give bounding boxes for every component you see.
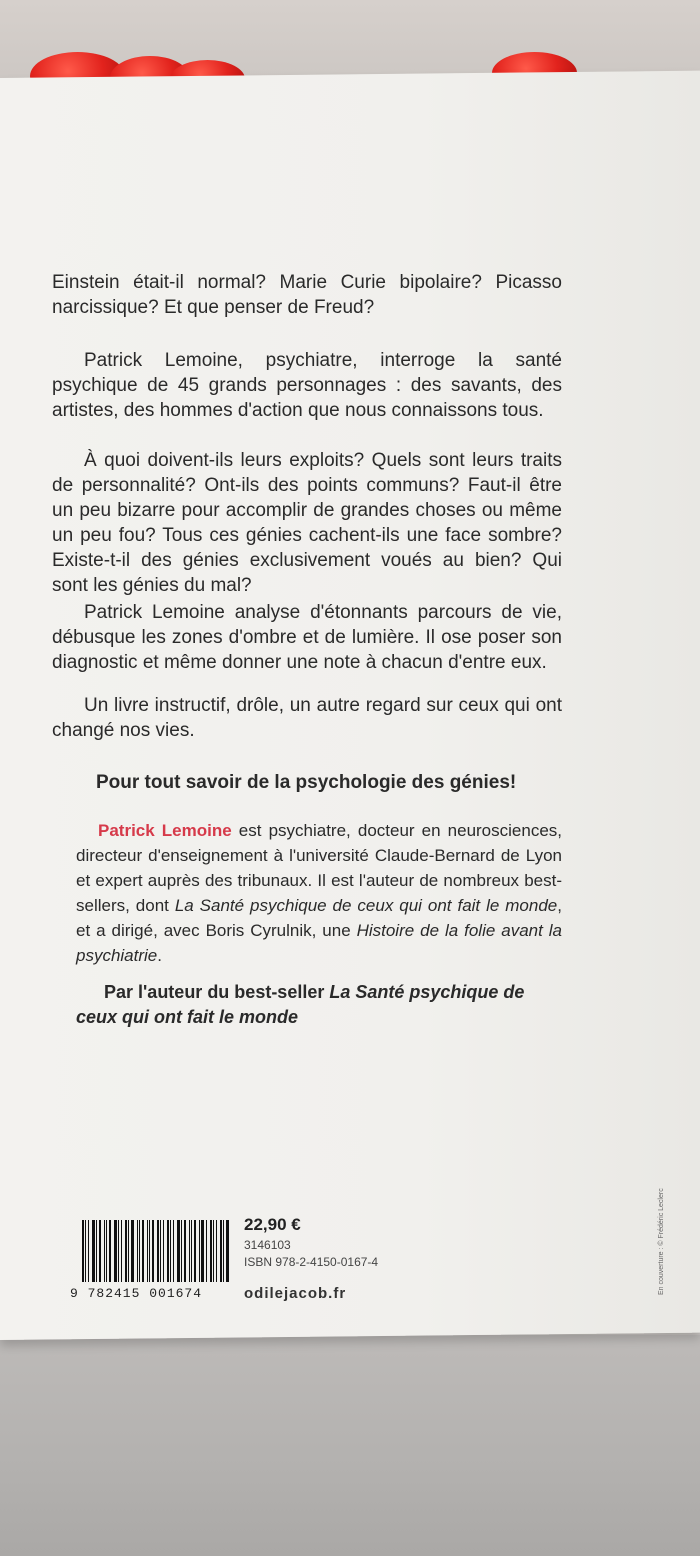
author-bio — [76, 818, 562, 968]
barcode-number: 9 782415 001674 — [70, 1286, 203, 1301]
barcode-stripe — [216, 1220, 217, 1282]
barcode-stripe — [173, 1220, 174, 1282]
bio-book-2: Histoire de la folie avant la psychiatrie — [76, 921, 562, 965]
barcode-stripe — [114, 1220, 117, 1282]
barcode-stripe — [206, 1220, 207, 1282]
barcode-stripe — [85, 1220, 86, 1282]
barcode-stripe — [157, 1220, 159, 1282]
barcode-stripe — [137, 1220, 138, 1282]
bestseller-prefix: Par l'auteur du best-seller — [104, 982, 330, 1002]
barcode-stripe — [189, 1220, 190, 1282]
barcode-stripe — [104, 1220, 105, 1282]
barcode-stripe — [160, 1220, 161, 1282]
bio-text-2: , et a dirigé, avec Boris Cyrulnik, une — [76, 896, 562, 940]
barcode — [82, 1220, 232, 1282]
barcode-stripe — [121, 1220, 122, 1282]
barcode-stripe — [194, 1220, 196, 1282]
barcode-stripe — [201, 1220, 204, 1282]
barcode-stripe — [131, 1220, 134, 1282]
paragraph-2: À quoi doivent-ils leurs exploits? Quels sont leurs traits de personnalité? Ont-ils des points communs? Faut-il être un peu bizarre pour accomplir de grandes choses ou même un peu fou? Tous ces génies cachent-ils une face sombre? Existe-t-il des génies exclusivement voués au bien? Qui sont les génies du mal? — [52, 450, 562, 596]
barcode-stripe — [170, 1220, 171, 1282]
barcode-stripe — [220, 1220, 222, 1282]
paragraph-1: Patrick Lemoine, psychiatre, interroge la santé psychique de 45 grands personnages : des savants, des artistes, des hommes d'action que nous connaissons tous. — [52, 350, 562, 421]
barcode-stripe — [125, 1220, 127, 1282]
barcode-stripe — [177, 1220, 180, 1282]
author-name: Patrick Lemoine — [98, 821, 232, 840]
bio-text-1: est psychiatre, docteur en neurosciences, directeur d'enseignement à l'université Claude-Bernard de Lyon et expert auprès des tribunaux. Il est l'auteur de nombreux best-sellers, dont — [76, 821, 563, 915]
barcode-stripe — [147, 1220, 148, 1282]
barcode-stripe — [128, 1220, 129, 1282]
barcode-stripe — [82, 1220, 84, 1282]
barcode-stripe — [92, 1220, 95, 1282]
barcode-stripe — [184, 1220, 186, 1282]
barcode-stripe — [96, 1220, 97, 1282]
bio-text-3: . — [157, 946, 162, 965]
barcode-stripe — [142, 1220, 144, 1282]
product-code: 3146103 — [244, 1238, 291, 1252]
publisher-website: odilejacob.fr — [244, 1285, 347, 1302]
paragraph-4: Un livre instructif, drôle, un autre regard sur ceux qui ont changé nos vies. — [52, 695, 562, 741]
intro-question: Einstein était-il normal? Marie Curie bipolaire? Picasso narcissique? Et que penser de Freud? — [52, 272, 562, 318]
price: 22,90 € — [244, 1215, 301, 1234]
barcode-stripe — [191, 1220, 192, 1282]
barcode-stripe — [213, 1220, 214, 1282]
barcode-stripe — [118, 1220, 119, 1282]
barcode-stripe — [88, 1220, 89, 1282]
photo-credit: En couverture : © Frédéric Leclerc — [658, 1188, 665, 1295]
bio-book-1: La Santé psychique de ceux qui ont fait le monde — [174, 896, 558, 915]
barcode-stripe — [109, 1220, 111, 1282]
barcode-stripe — [210, 1220, 212, 1282]
barcode-stripe — [199, 1220, 200, 1282]
barcode-stripe — [99, 1220, 101, 1282]
barcode-stripe — [139, 1220, 140, 1282]
barcode-stripe — [226, 1220, 229, 1282]
barcode-stripe — [163, 1220, 164, 1282]
barcode-stripe — [181, 1220, 182, 1282]
bestseller-title: La Santé psychique de ceux qui ont fait le monde — [76, 982, 525, 1027]
isbn: ISBN 978-2-4150-0167-4 — [244, 1255, 379, 1269]
barcode-stripe — [223, 1220, 224, 1282]
tagline: Pour tout savoir de la psychologie des génies! — [96, 772, 517, 793]
bestseller-note — [76, 980, 564, 1030]
barcode-stripe — [149, 1220, 150, 1282]
paragraph-3: Patrick Lemoine analyse d'étonnants parcours de vie, débusque les zones d'ombre et de lumière. Il ose poser son diagnostic et même donner une note à chacun d'entre eux. — [52, 602, 562, 673]
barcode-stripe — [152, 1220, 155, 1282]
barcode-stripe — [106, 1220, 107, 1282]
barcode-stripe — [167, 1220, 169, 1282]
